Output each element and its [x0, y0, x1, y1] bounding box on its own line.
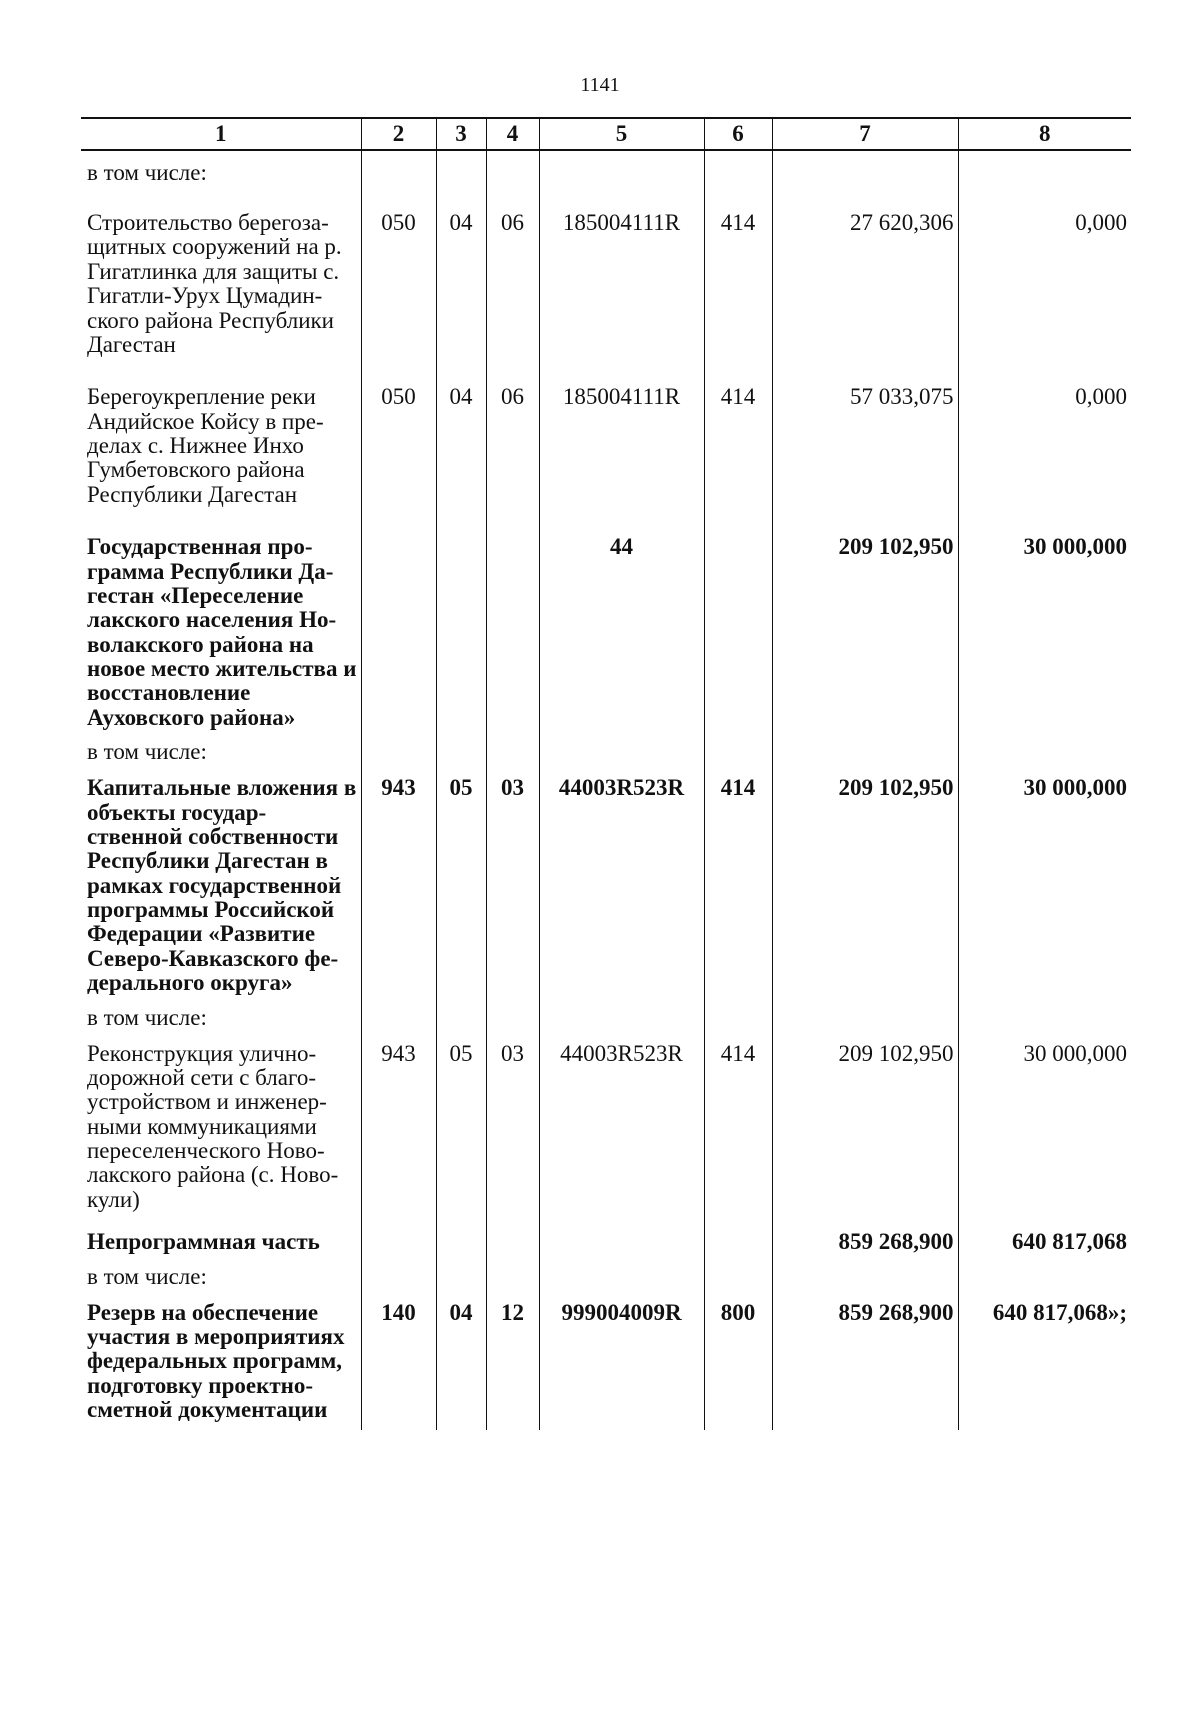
- cell-type: 414: [704, 187, 772, 357]
- column-header: 7: [772, 118, 958, 150]
- cell-type: 414: [704, 1032, 772, 1213]
- table-row: [81, 996, 1131, 1032]
- column-header: 3: [436, 118, 486, 150]
- cell-target: 999004009R: [539, 1291, 704, 1431]
- row-name: Государственная про-грамма Республики Да-гестан «Переселение лакского населения Но-волакского района на новое место жительства и восстановление Ауховского района»: [87, 534, 357, 730]
- cell-code: 050: [361, 357, 436, 507]
- cell-code: 050: [361, 187, 436, 357]
- cell-type: 414: [704, 766, 772, 995]
- row-name: Берегоукрепление реки Андийское Койсу в пре-делах с. Нижнее Инхо Гумбетовского района Республики Дагестан: [87, 384, 324, 507]
- cell-section: 04: [436, 357, 486, 507]
- cell-amount-8: 0,000: [958, 187, 1131, 357]
- cell-target: 44003R523R: [539, 1032, 704, 1213]
- table-row: [81, 507, 1131, 730]
- cell-amount-8: 30 000,000: [958, 1032, 1131, 1213]
- cell-amount-8: 640 817,068: [958, 1212, 1131, 1254]
- budget-table: [81, 117, 1131, 1430]
- cell-amount-8: 0,000: [958, 357, 1131, 507]
- header-row: [81, 118, 1131, 150]
- cell-amount-7: 859 268,900: [772, 1212, 958, 1254]
- cell-amount-7: 209 102,950: [772, 507, 958, 730]
- row-name: Капитальные вложения в объекты государ-ственной собственности Республики Дагестан в рамках государственной программы Российской Федерации «Развитие Северо-Кавказского фе-дерального округа»: [87, 775, 357, 996]
- column-header: 1: [81, 118, 361, 150]
- cell-type: 800: [704, 1291, 772, 1431]
- table-row: [81, 1291, 1131, 1431]
- including-label: в том числе:: [87, 1004, 207, 1030]
- table-row: [81, 1212, 1131, 1254]
- row-name: Непрограммная часть: [87, 1229, 320, 1255]
- cell-target: 185004111R: [539, 357, 704, 507]
- cell-amount-8: 640 817,068»;: [958, 1291, 1131, 1431]
- cell-code: 943: [361, 766, 436, 995]
- including-label: в том числе:: [87, 160, 207, 185]
- column-header: 2: [361, 118, 436, 150]
- column-header: 5: [539, 118, 704, 150]
- including-label: в том числе:: [87, 1263, 207, 1289]
- row-name: Строительство берегоза-щитных сооружений на р. Гигатлинка для защиты с. Гигатли-Урух Цумадин-ского района Республики Дагестан: [87, 210, 342, 357]
- cell-amount-7: 209 102,950: [772, 1032, 958, 1213]
- cell-target: 44: [539, 507, 704, 730]
- table-row: [81, 1032, 1131, 1213]
- table-row: [81, 730, 1131, 766]
- table-row: [81, 1255, 1131, 1291]
- table-row: [81, 150, 1131, 187]
- cell-subsection: 12: [486, 1291, 539, 1431]
- cell-subsection: 06: [486, 187, 539, 357]
- cell-section: 04: [436, 187, 486, 357]
- cell-section: 04: [436, 1291, 486, 1431]
- table-row: [81, 357, 1131, 507]
- column-header: 4: [486, 118, 539, 150]
- cell-amount-7: 27 620,306: [772, 187, 958, 357]
- cell-section: 05: [436, 766, 486, 995]
- cell-amount-7: 209 102,950: [772, 766, 958, 995]
- cell-subsection: 03: [486, 1032, 539, 1213]
- cell-target: 185004111R: [539, 187, 704, 357]
- page-number: 1141: [580, 74, 620, 96]
- column-header: 6: [704, 118, 772, 150]
- including-label: в том числе:: [87, 739, 207, 765]
- cell-subsection: 06: [486, 357, 539, 507]
- cell-target: 44003R523R: [539, 766, 704, 995]
- cell-amount-8: 30 000,000: [958, 766, 1131, 995]
- cell-amount-8: 30 000,000: [958, 507, 1131, 730]
- row-name: Реконструкция улично-дорожной сети с благо-устройством и инженер-ными коммуникациями переселенческого Ново-лакского района (с. Ново-кули): [87, 1040, 339, 1212]
- cell-amount-7: 57 033,075: [772, 357, 958, 507]
- cell-code: 943: [361, 1032, 436, 1213]
- cell-subsection: 03: [486, 766, 539, 995]
- cell-section: 05: [436, 1032, 486, 1213]
- cell-amount-7: 859 268,900: [772, 1291, 958, 1431]
- table-row: [81, 187, 1131, 357]
- row-name: Резерв на обеспечение участия в мероприятиях федеральных программ, подготовку проектно-сметной документации: [87, 1299, 345, 1422]
- cell-code: 140: [361, 1291, 436, 1431]
- table-row: [81, 766, 1131, 995]
- column-header: 8: [958, 118, 1131, 150]
- cell-type: 414: [704, 357, 772, 507]
